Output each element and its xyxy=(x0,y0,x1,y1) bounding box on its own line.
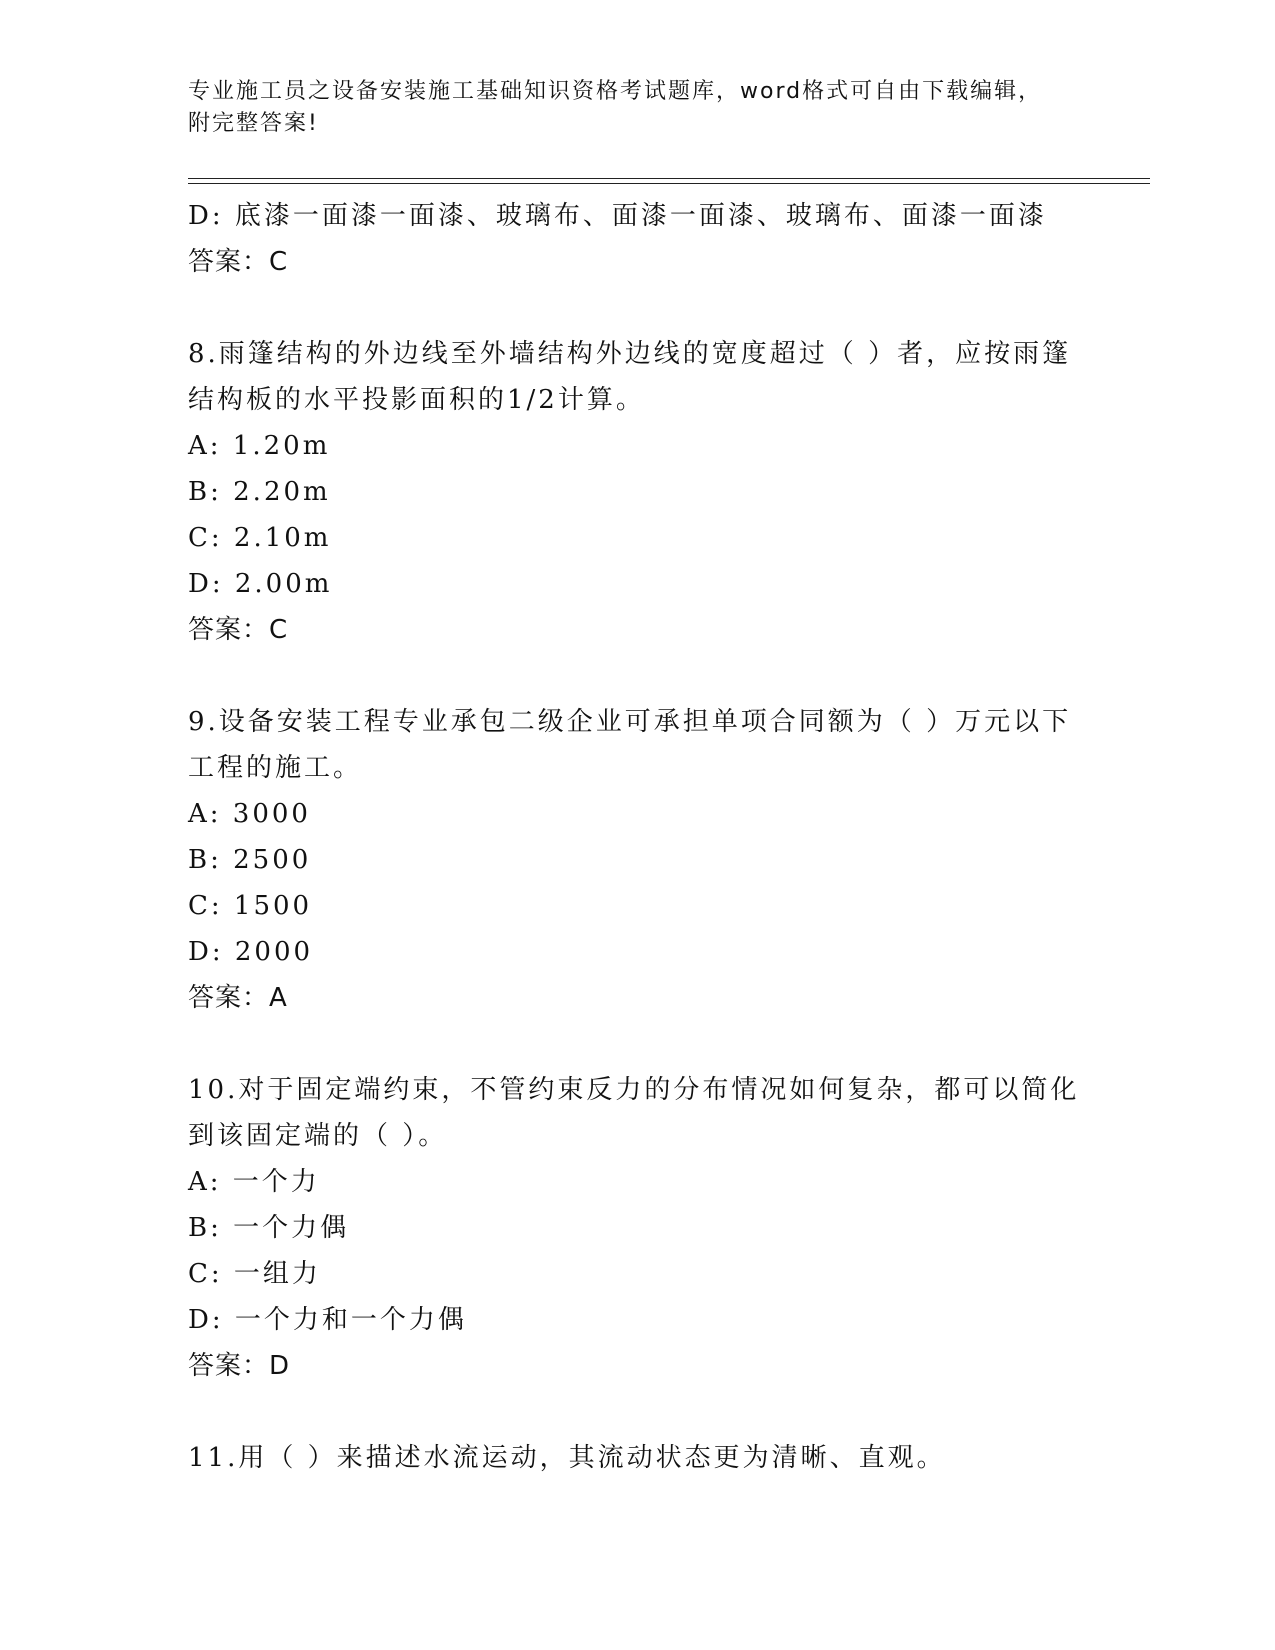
question-stem: 9.设备安装工程专业承包二级企业可承担单项合同额为（ ）万元以下 xyxy=(188,707,1072,737)
spacer xyxy=(188,1389,1088,1435)
header-line-2: 附完整答案! xyxy=(188,111,319,136)
option-c: C: 1500 xyxy=(188,891,313,921)
header-divider-bottom xyxy=(188,183,1150,184)
document-header xyxy=(188,76,1088,140)
question-stem: 11.用（ ）来描述水流运动，其流动状态更为清晰、直观。 xyxy=(188,1443,946,1473)
option-a: A: 3000 xyxy=(188,799,311,829)
option-d: D: 底漆一面漆一面漆、玻璃布、面漆一面漆、玻璃布、面漆一面漆 xyxy=(188,201,1047,231)
spacer xyxy=(188,285,1088,331)
answer-line: 答案：C xyxy=(188,615,289,645)
question-9 xyxy=(188,699,1088,1021)
spacer xyxy=(188,653,1088,699)
question-stem-continued: 结构板的水平投影面积的1/2计算。 xyxy=(188,385,645,415)
option-d: D: 2000 xyxy=(188,937,314,967)
option-a: A: 1.20m xyxy=(188,431,331,461)
option-c: C: 2.10m xyxy=(188,523,332,553)
question-11 xyxy=(188,1435,1088,1481)
question-7-tail xyxy=(188,193,1088,285)
option-b: B: 2500 xyxy=(188,845,312,875)
option-b: B: 2.20m xyxy=(188,477,331,507)
header-divider-top xyxy=(188,178,1150,179)
answer-line: 答案：C xyxy=(188,247,289,277)
option-a: A: 一个力 xyxy=(188,1167,320,1197)
option-d: D: 2.00m xyxy=(188,569,333,599)
question-stem-continued: 到该固定端的（ ）。 xyxy=(188,1121,448,1151)
question-8 xyxy=(188,331,1088,653)
question-list xyxy=(188,193,1088,1481)
option-c: C: 一组力 xyxy=(188,1259,321,1289)
spacer xyxy=(188,1021,1088,1067)
question-stem: 10.对于固定端约束，不管约束反力的分布情况如何复杂，都可以简化 xyxy=(188,1075,1080,1105)
question-stem-continued: 工程的施工。 xyxy=(188,753,363,783)
header-line-1: 专业施工员之设备安装施工基础知识资格考试题库，word格式可自由下载编辑， xyxy=(188,79,1043,104)
option-d: D: 一个力和一个力偶 xyxy=(188,1305,467,1335)
question-10 xyxy=(188,1067,1088,1389)
answer-line: 答案：D xyxy=(188,1351,291,1381)
question-stem: 8.雨篷结构的外边线至外墙结构外边线的宽度超过（ ）者，应按雨篷 xyxy=(188,339,1072,369)
answer-line: 答案：A xyxy=(188,983,288,1013)
option-b: B: 一个力偶 xyxy=(188,1213,350,1243)
